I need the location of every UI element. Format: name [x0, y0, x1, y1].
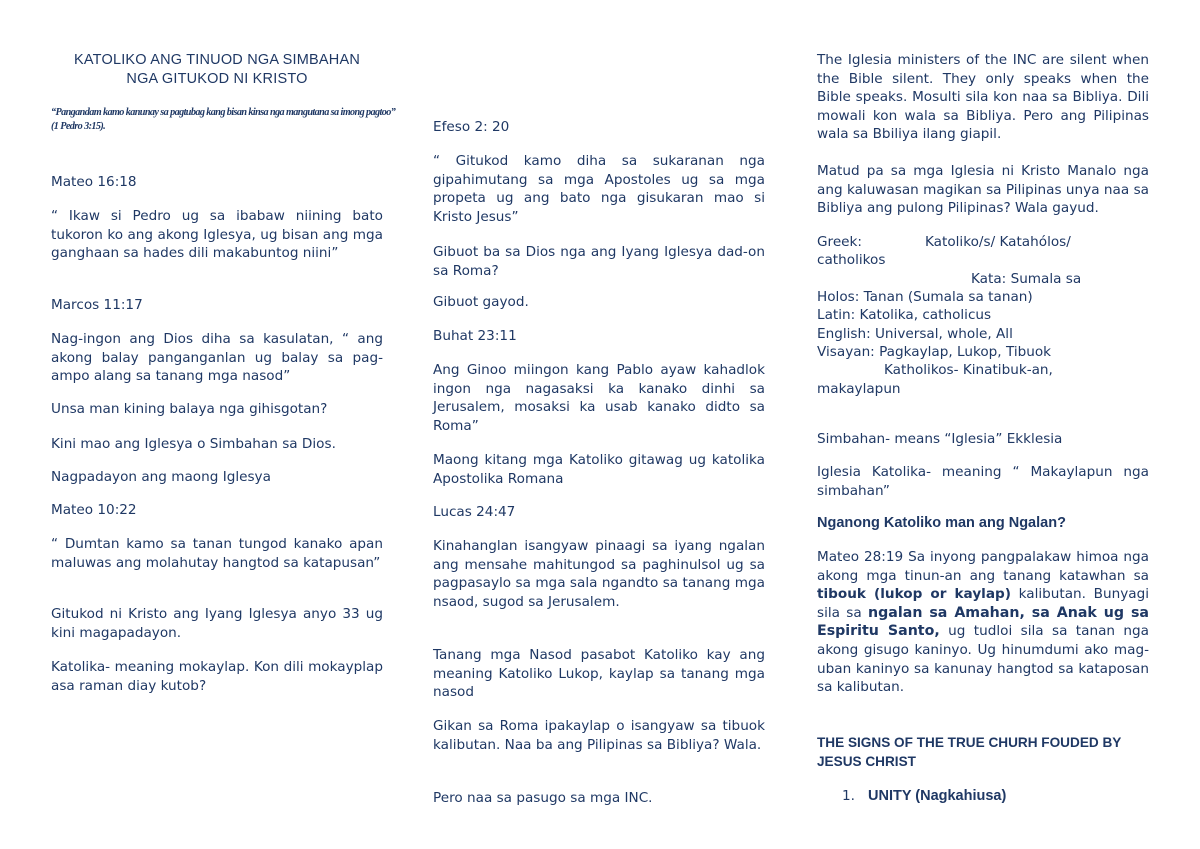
bold-run: tibouk (lukop or kaylap) [817, 586, 1011, 603]
paragraph: Matud pa sa mga Iglesia ni Kristo Manalo nga ang kaluwasan magikan sa Pilipinas unya naa sa Bibliya ang pulong Pilipinas? Wala gayud. [817, 163, 1149, 217]
paragraph: “ Ikaw si Pedro ug sa ibabaw niining bato tukoron ko ang akong Iglesya, ug bisan ang mga ganghaan sa hades dili makabuntog niini” [51, 208, 383, 262]
paragraph: Nag-ingon ang Dios diha sa kasulatan, “ ang akong balay panganganlan ug balay sa pag-ampo alang sa tanang mga nasod” [51, 331, 383, 385]
bold-run: ngalan sa Amahan, sa Anak ug sa Espiritu Santo, [817, 604, 1149, 640]
paragraph: Nagpadayon ang maong Iglesya [51, 469, 271, 485]
section-heading: Nganong Katoliko man ang Ngalan? [817, 515, 1066, 531]
reference-buhat-23-11: Buhat 23:11 [433, 328, 517, 344]
paragraph: Gikan sa Roma ipakaylap o isangyaw sa tibuok kalibutan. Naa ba ang Pilipinas sa Bibliya? Wala. [433, 718, 765, 753]
paragraph: Maong kitang mga Katoliko gitawag ug katolika Apostolika Romana [433, 452, 765, 487]
visayan-definition-3: makaylapun [817, 381, 901, 397]
text-run: ug tudloi sila sa tanan nga akong gisugo kaninyo. Ug hinumdumi ako mag-uban kaninyo sa kanunay hangtod sa kataposan sa kalibutan. [817, 623, 1149, 696]
reference-efeso-2-20: Efeso 2: 20 [433, 119, 510, 135]
paragraph: Katolika- meaning mokaylap. Kon dili mokayplap asa raman diay kutob? [51, 659, 383, 694]
quote: “Pangandam kamo kanunay sa pagtubag kang bisan kinsa nga mangutana sa imong pagtoo” (1 Pedro 3:15). [51, 107, 396, 132]
title-line-2: NGA GITUKOD NI KRISTO [126, 71, 308, 87]
visayan-definition: Visayan: Pagkaylap, Lukop, Tibuok [817, 344, 1052, 360]
paragraph: Pero naa sa pasugo sa mga INC. [433, 790, 653, 806]
greek-value: Katoliko/s/ Katahólos/ [925, 234, 1071, 250]
list-number: 1. [842, 788, 855, 804]
paragraph: The Iglesia ministers of the INC are silent when the Bible silent. They only speaks when the Bible speaks. Mosulti sila kon naa sa Bibliya. Dili mowali kon wala sa Bibliya. Pero ang Pilipinas wala sa Bbiliya ilang giapil. [817, 52, 1149, 143]
paragraph: Gitukod ni Kristo ang Iyang Iglesya anyo 33 ug kini magapadayon. [51, 606, 383, 641]
paragraph: “ Dumtan kamo sa tanan tungod kanako apan maluwas ang molahutay hangtod sa katapusan” [51, 536, 383, 571]
section-heading-signs: THE SIGNS OF THE TRUE CHURH FOUDED BY JESUS CHRIST [817, 735, 1122, 769]
greek-label: Greek: [817, 234, 863, 250]
kata-definition: Kata: Sumala sa [971, 271, 1082, 287]
reference-mateo-10-22: Mateo 10:22 [51, 502, 137, 518]
paragraph: Ang Ginoo miingon kang Pablo ayaw kahadlok ingon nga nagasaksi ka kanako dinhi sa Jerusalem, mosaksi ka usab kanako didto sa Roma” [433, 362, 765, 434]
text-run: Mateo 28:19 Sa inyong pangpalakaw himoa nga akong mga tinun-an ang tanang katawhan sa [817, 549, 1149, 584]
reference-mateo-16-18: Mateo 16:18 [51, 174, 137, 190]
paragraph: Iglesia Katolika- meaning “ Makaylapun nga simbahan” [817, 464, 1149, 499]
latin-definition: Latin: Katolika, catholicus [817, 307, 992, 323]
title-line-1: KATOLIKO ANG TINUOD NGA SIMBAHAN [74, 52, 360, 68]
reference-marcos-11-17: Marcos 11:17 [51, 297, 143, 313]
paragraph: Tanang mga Nasod pasabot Katoliko kay ang meaning Katoliko Lukop, kaylap sa tanang mga nasod [433, 647, 765, 701]
list-item-label: UNITY (Nagkahiusa) [868, 788, 1007, 804]
english-definition: English: Universal, whole, All [817, 326, 1013, 342]
paragraph: Unsa man kining balaya nga gihisgotan? [51, 401, 328, 417]
text-run: kalibutan. Bunyagi sila sa [817, 586, 1150, 621]
paragraph: Kinahanglan isangyaw pinaagi sa iyang ngalan ang mensahe mahitungod sa paghinulsol ug sa pagpasaylo sa mga sala ngandto sa tanang mga nsaod, sugod sa Jerusalem. [433, 538, 765, 610]
paragraph: Gibuot ba sa Dios nga ang Iyang Iglesya dad-on sa Roma? [433, 244, 765, 279]
greek-continuation: catholikos [817, 252, 886, 268]
reference-lucas-24-47: Lucas 24:47 [433, 504, 516, 520]
greek-row [817, 233, 1149, 252]
holos-definition: Holos: Tanan (Sumala sa tanan) [817, 289, 1033, 305]
visayan-definition-2: Katholikos- Kinatibuk-an, [884, 362, 1053, 378]
paragraph-mateo-28-19 [817, 548, 1149, 697]
paragraph: “ Gitukod kamo diha sa sukaranan nga gipahimutang sa mga Apostoles ug sa mga propeta ug ang bato nga gisukaran mao si Kristo Jesus” [433, 153, 765, 225]
paragraph: Kini mao ang Iglesya o Simbahan sa Dios. [51, 436, 336, 452]
paragraph: Gibuot gayod. [433, 294, 529, 310]
paragraph: Simbahan- means “Iglesia” Ekklesia [817, 431, 1063, 447]
